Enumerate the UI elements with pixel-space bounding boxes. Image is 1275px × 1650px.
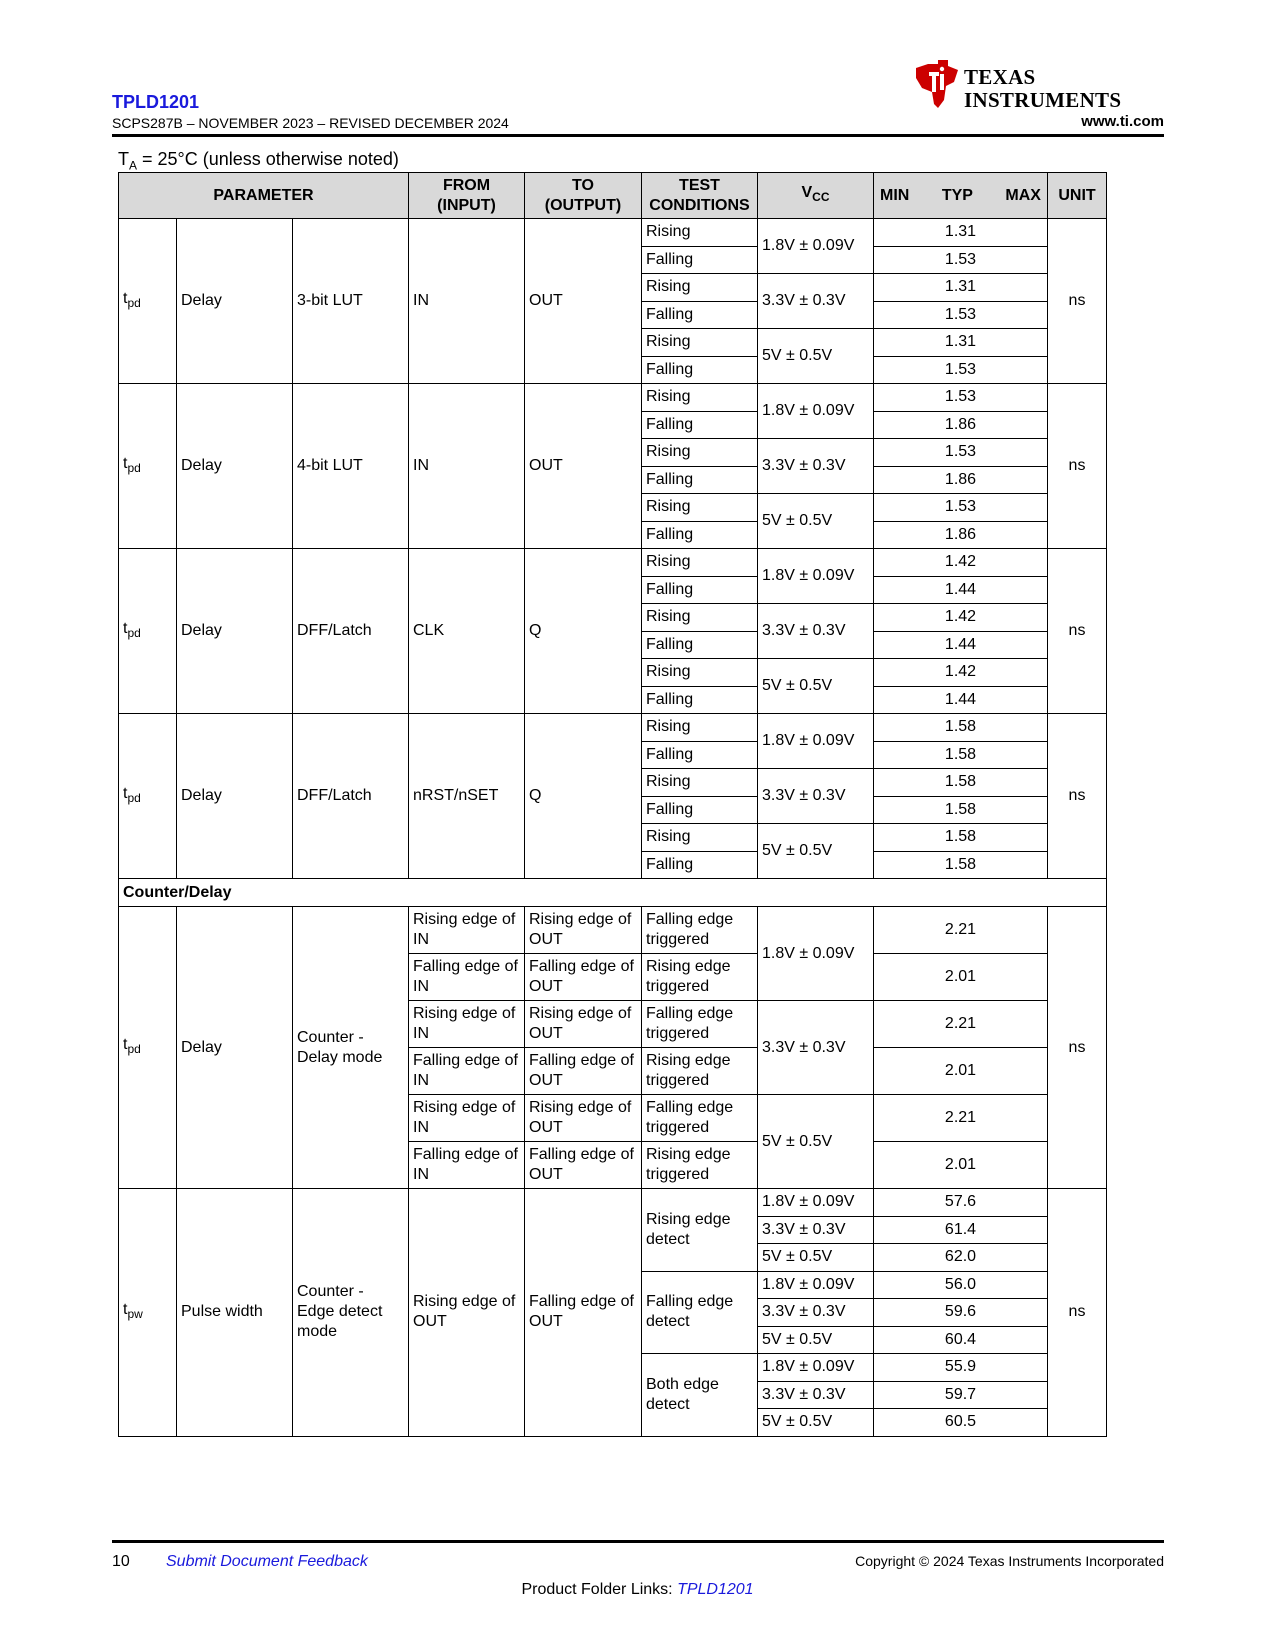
typ-value: 1.42 — [874, 659, 1048, 687]
test-condition: Falling — [642, 411, 758, 439]
typ-value: 1.31 — [874, 274, 1048, 302]
test-condition: Rising — [642, 824, 758, 852]
parameter-block: Counter - Delay mode — [293, 907, 409, 1189]
test-condition: Falling — [642, 851, 758, 879]
vcc-value: 3.3V ± 0.3V — [758, 1381, 874, 1409]
from-input: Falling edge of IN — [409, 1048, 525, 1095]
to-output: Falling edge of OUT — [525, 1048, 642, 1095]
typ-value: 1.53 — [874, 384, 1048, 412]
table-row — [119, 907, 1107, 954]
vcc-value: 3.3V ± 0.3V — [758, 439, 874, 494]
to-output: Q — [525, 549, 642, 714]
typ-value: 2.01 — [874, 1142, 1048, 1189]
typ-value: 1.58 — [874, 851, 1048, 879]
product-folder-link[interactable]: TPLD1201 — [677, 1581, 754, 1598]
vcc-value: 1.8V ± 0.09V — [758, 1354, 874, 1382]
header-test-conditions: TEST CONDITIONS — [642, 173, 758, 219]
typ-value: 1.53 — [874, 439, 1048, 467]
parameter-symbol: $t_{pd}$ — [119, 549, 177, 714]
vcc-value: 3.3V ± 0.3V — [758, 274, 874, 329]
to-output: Falling edge of OUT — [525, 1142, 642, 1189]
parameter-description: Pulse width — [177, 1189, 293, 1437]
test-condition: Rising — [642, 384, 758, 412]
typ-value: 1.53 — [874, 301, 1048, 329]
document-revision: SCPS287B – NOVEMBER 2023 – REVISED DECEMBER 2024 — [112, 115, 509, 131]
ti-logo-wordmark — [964, 66, 1121, 112]
typ-value: 1.86 — [874, 466, 1048, 494]
vcc-value: 1.8V ± 0.09V — [758, 384, 874, 439]
parameter-block: 3-bit LUT — [293, 219, 409, 384]
typ-value: 1.42 — [874, 604, 1048, 632]
test-condition: Falling edge triggered — [642, 907, 758, 954]
vcc-value: 1.8V ± 0.09V — [758, 907, 874, 1001]
vcc-value: 1.8V ± 0.09V — [758, 714, 874, 769]
parameter-symbol: $t_{pd}$ — [119, 384, 177, 549]
typ-value: 1.58 — [874, 769, 1048, 797]
to-output: Rising edge of OUT — [525, 1095, 642, 1142]
submit-feedback-link[interactable]: Submit Document Feedback — [166, 1553, 368, 1570]
test-condition: Rising edge triggered — [642, 1048, 758, 1095]
from-input: Rising edge of IN — [409, 1001, 525, 1048]
test-condition: Falling — [642, 301, 758, 329]
test-condition: Rising — [642, 714, 758, 742]
test-condition: Rising — [642, 549, 758, 577]
test-condition: Both edge detect — [642, 1354, 758, 1437]
unit-value: ns — [1048, 1189, 1107, 1437]
typ-value: 55.9 — [874, 1354, 1048, 1382]
website-link[interactable]: www.ti.com — [1081, 113, 1164, 130]
vcc-value: 5V ± 0.5V — [758, 494, 874, 549]
test-condition: Falling — [642, 521, 758, 549]
vcc-value: 3.3V ± 0.3V — [758, 1216, 874, 1244]
test-condition: Rising — [642, 494, 758, 522]
test-condition: Rising — [642, 659, 758, 687]
section-row — [119, 879, 1107, 907]
header-vcc: $V_{CC}$ — [758, 173, 874, 219]
table-row — [119, 219, 1107, 247]
test-condition: Rising — [642, 439, 758, 467]
product-title[interactable]: TPLD1201 — [112, 92, 200, 112]
test-condition: Rising — [642, 274, 758, 302]
typ-value: 59.7 — [874, 1381, 1048, 1409]
test-condition: Falling edge triggered — [642, 1001, 758, 1048]
typ-value: 59.6 — [874, 1299, 1048, 1327]
logo-line-1: TEXAS — [964, 65, 1036, 89]
to-output: Rising edge of OUT — [525, 907, 642, 954]
unit-value: ns — [1048, 384, 1107, 549]
parameter-block: DFF/Latch — [293, 714, 409, 879]
typ-value: 56.0 — [874, 1271, 1048, 1299]
test-condition: Rising — [642, 604, 758, 632]
test-condition: Falling — [642, 741, 758, 769]
typ-value: 1.31 — [874, 329, 1048, 357]
product-folder-links: Product Folder Links: TPLD1201 — [521, 1581, 754, 1598]
parameter-symbol: $t_{pd}$ — [119, 219, 177, 384]
header-parameter: PARAMETER — [119, 173, 409, 219]
typ-value: 1.58 — [874, 741, 1048, 769]
copyright: Copyright © 2024 Texas Instruments Incorporated — [855, 1553, 1164, 1569]
vcc-value: 1.8V ± 0.09V — [758, 1271, 874, 1299]
vcc-value: 5V ± 0.5V — [758, 1409, 874, 1437]
parameter-block: Counter - Edge detect mode — [293, 1189, 409, 1437]
test-condition: Falling — [642, 356, 758, 384]
test-condition: Rising — [642, 769, 758, 797]
table-row — [119, 1189, 1107, 1217]
parameter-description: Delay — [177, 714, 293, 879]
parameter-description: Delay — [177, 907, 293, 1189]
from-input: IN — [409, 384, 525, 549]
typ-value: 60.5 — [874, 1409, 1048, 1437]
test-condition: Rising edge triggered — [642, 954, 758, 1001]
typ-value: 57.6 — [874, 1189, 1048, 1217]
from-input: Rising edge of IN — [409, 907, 525, 954]
typ-value: 1.44 — [874, 576, 1048, 604]
unit-value: ns — [1048, 714, 1107, 879]
typ-value: 2.01 — [874, 954, 1048, 1001]
unit-value: ns — [1048, 907, 1107, 1189]
vcc-value: 5V ± 0.5V — [758, 329, 874, 384]
vcc-value: 5V ± 0.5V — [758, 659, 874, 714]
page-number: 10 — [112, 1553, 130, 1570]
parameter-description: Delay — [177, 384, 293, 549]
test-condition: Rising — [642, 219, 758, 247]
test-condition: Falling — [642, 796, 758, 824]
parameter-block: 4-bit LUT — [293, 384, 409, 549]
typ-value: 1.53 — [874, 246, 1048, 274]
vcc-value: 3.3V ± 0.3V — [758, 604, 874, 659]
typ-value: 2.21 — [874, 1095, 1048, 1142]
parameter-description: Delay — [177, 549, 293, 714]
to-output: Rising edge of OUT — [525, 1001, 642, 1048]
typ-value: 2.21 — [874, 907, 1048, 954]
parameter-symbol: $t_{pd}$ — [119, 714, 177, 879]
table-header-row — [119, 173, 1107, 219]
parameter-symbol: $t_{pw}$ — [119, 1189, 177, 1437]
table-row — [119, 714, 1107, 742]
header-divider — [112, 134, 1164, 137]
vcc-value: 1.8V ± 0.09V — [758, 1189, 874, 1217]
typ-value: 61.4 — [874, 1216, 1048, 1244]
test-condition: Rising edge detect — [642, 1189, 758, 1272]
typ-value: 1.58 — [874, 714, 1048, 742]
header-from: FROM (INPUT) — [409, 173, 525, 219]
table-row — [119, 549, 1107, 577]
typ-value: 62.0 — [874, 1244, 1048, 1272]
to-output: OUT — [525, 384, 642, 549]
from-input: Rising edge of IN — [409, 1095, 525, 1142]
test-condition: Falling — [642, 686, 758, 714]
typ-value: 1.58 — [874, 796, 1048, 824]
parameter-symbol: $t_{pd}$ — [119, 907, 177, 1189]
footer-divider — [112, 1540, 1164, 1543]
from-input: nRST/nSET — [409, 714, 525, 879]
typ-value: 1.58 — [874, 824, 1048, 852]
table-row — [119, 384, 1107, 412]
test-condition: Rising edge triggered — [642, 1142, 758, 1189]
vcc-value: 5V ± 0.5V — [758, 1095, 874, 1189]
vcc-value: 5V ± 0.5V — [758, 1326, 874, 1354]
typ-value: 60.4 — [874, 1326, 1048, 1354]
to-output: OUT — [525, 219, 642, 384]
from-input: Falling edge of IN — [409, 954, 525, 1001]
unit-value: ns — [1048, 549, 1107, 714]
from-input: IN — [409, 219, 525, 384]
unit-value: ns — [1048, 219, 1107, 384]
header-to: TO (OUTPUT) — [525, 173, 642, 219]
test-condition: Rising — [642, 329, 758, 357]
to-output: Falling edge of OUT — [525, 954, 642, 1001]
typ-value: 1.86 — [874, 521, 1048, 549]
header-unit: UNIT — [1048, 173, 1107, 219]
vcc-value: 3.3V ± 0.3V — [758, 1001, 874, 1095]
timing-characteristics-table — [118, 172, 1107, 1437]
parameter-block: DFF/Latch — [293, 549, 409, 714]
test-condition: Falling — [642, 576, 758, 604]
typ-value: 1.53 — [874, 356, 1048, 384]
test-condition: Falling — [642, 246, 758, 274]
typ-value: 1.44 — [874, 686, 1048, 714]
vcc-value: 5V ± 0.5V — [758, 824, 874, 879]
typ-value: 1.53 — [874, 494, 1048, 522]
test-condition: Falling — [642, 466, 758, 494]
section-label: Counter/Delay — [119, 879, 1107, 907]
typ-value: 2.21 — [874, 1001, 1048, 1048]
typ-value: 1.31 — [874, 219, 1048, 247]
vcc-value: 3.3V ± 0.3V — [758, 1299, 874, 1327]
vcc-value: 3.3V ± 0.3V — [758, 769, 874, 824]
parameter-description: Delay — [177, 219, 293, 384]
header-min-typ-max: MIN TYP MAX — [874, 173, 1048, 219]
vcc-value: 1.8V ± 0.09V — [758, 219, 874, 274]
test-condition: Falling edge triggered — [642, 1095, 758, 1142]
to-output: Falling edge of OUT — [525, 1189, 642, 1437]
to-output: Q — [525, 714, 642, 879]
from-input: CLK — [409, 549, 525, 714]
typ-value: 2.01 — [874, 1048, 1048, 1095]
typ-value: 1.86 — [874, 411, 1048, 439]
vcc-value: 1.8V ± 0.09V — [758, 549, 874, 604]
typ-value: 1.42 — [874, 549, 1048, 577]
typ-value: 1.44 — [874, 631, 1048, 659]
test-condition: Falling — [642, 631, 758, 659]
from-input: Rising edge of OUT — [409, 1189, 525, 1437]
test-condition-note: $T_A = 25^\circ C$ (unless otherwise noted) — [118, 149, 399, 173]
logo-line-2: INSTRUMENTS — [964, 88, 1122, 112]
from-input: Falling edge of IN — [409, 1142, 525, 1189]
vcc-value: 5V ± 0.5V — [758, 1244, 874, 1272]
test-condition: Falling edge detect — [642, 1271, 758, 1354]
